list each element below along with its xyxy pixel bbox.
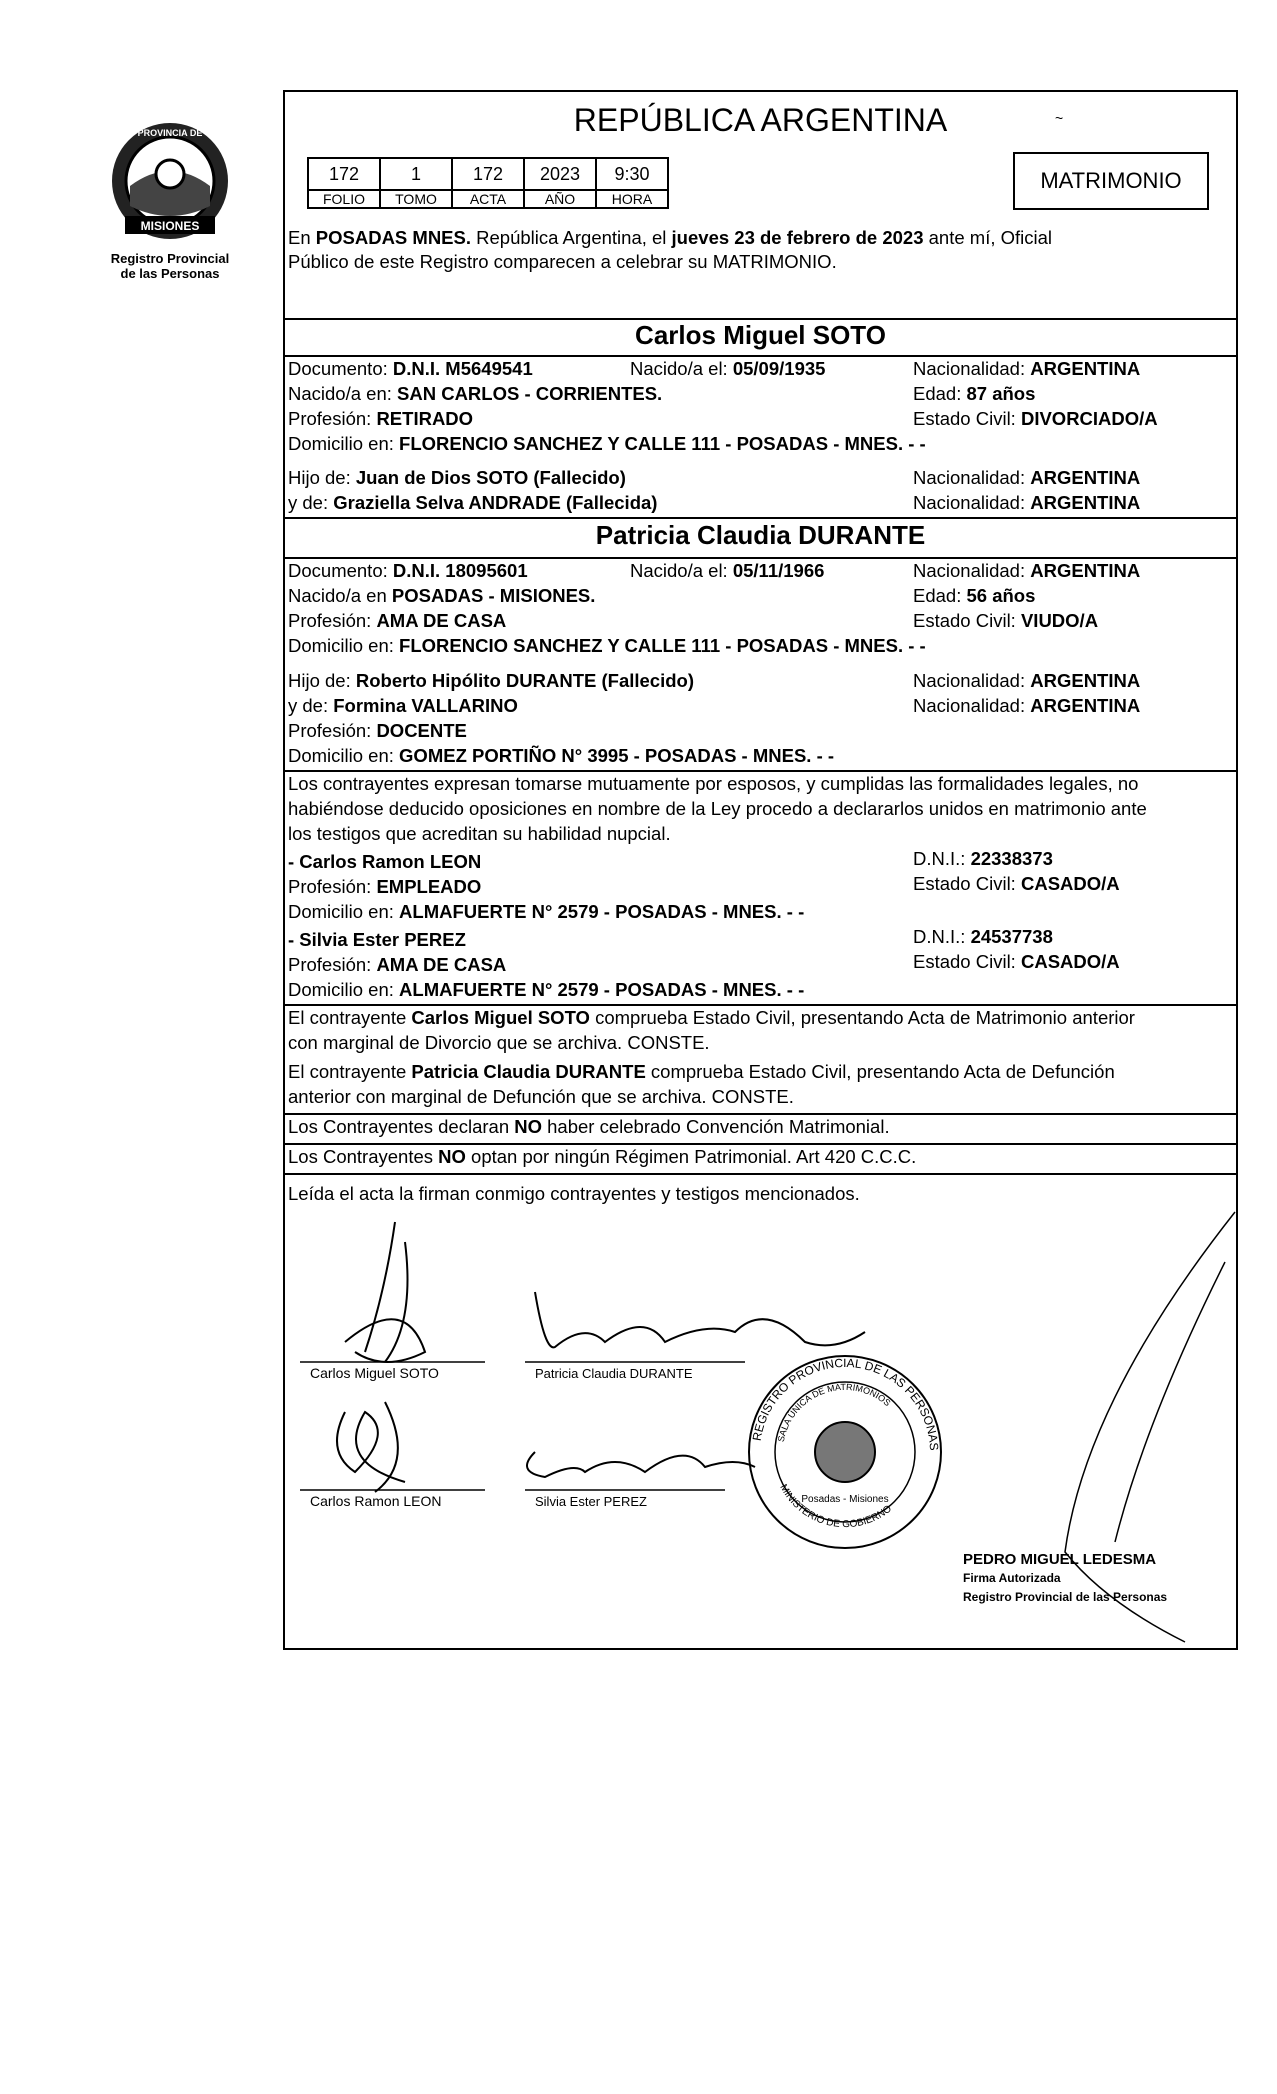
tomo-value: 1 — [380, 158, 452, 190]
spouse2-name: Patricia Claudia DURANTE — [595, 520, 926, 550]
spouse2-doc: Documento: D.N.I. 18095601 — [288, 560, 528, 581]
folio-label: FOLIO — [308, 190, 380, 208]
signature-4-scribble — [527, 1452, 755, 1477]
witness1-profession: Profesión: EMPLEADO — [288, 876, 482, 897]
record-ids-table — [307, 157, 669, 209]
spouse1-birth: Nacido/a el: 05/09/1935 — [630, 358, 826, 379]
province-emblem-icon — [105, 116, 235, 246]
declaration-line-1: Los contrayentes expresan tomarse mutuamente por esposos, y cumplidas las formalidades legales, no — [288, 773, 1139, 794]
spouse1-address: Domicilio en: FLORENCIO SANCHEZ Y CALLE 111 - POSADAS - MNES. - - — [288, 433, 926, 454]
acta-value: 172 — [452, 158, 524, 190]
signature-4-caption: Silvia Ester PEREZ — [535, 1494, 647, 1509]
officer-org: Registro Provincial de las Personas — [963, 1590, 1168, 1604]
signature-1-scribble — [345, 1222, 425, 1362]
spouse1-mother: y de: Graziella Selva ANDRADE (Fallecida) — [288, 492, 658, 513]
witness2-address: Domicilio en: ALMAFUERTE N° 2579 - POSADAS - MNES. - - — [288, 979, 805, 1000]
note2-line-1: El contrayente Patricia Claudia DURANTE comprueba Estado Civil, presentando Acta de Defunción — [288, 1061, 1115, 1082]
spouse1-birthplace: Nacido/a en: SAN CARLOS - CORRIENTES. — [288, 383, 663, 404]
witness1-civil-status: Estado Civil: CASADO/A — [913, 873, 1120, 894]
logo-line-1: Registro Provincial — [110, 251, 230, 266]
intro-line-1: En POSADAS MNES. República Argentina, el jueves 23 de febrero de 2023 ante mí, Oficial — [288, 227, 1053, 248]
spouse2-mother-nationality: Nacionalidad: ARGENTINA — [913, 695, 1141, 716]
marriage-certificate — [283, 90, 1238, 1650]
tomo-label: TOMO — [380, 190, 452, 208]
stamp-city: Posadas - Misiones — [801, 1494, 889, 1505]
act-type-box: MATRIMONIO — [1013, 152, 1209, 210]
stamp-ring-text: REGISTRO PROVINCIAL DE LAS PERSONAS — [749, 1355, 942, 1451]
officer-title: Firma Autorizada — [963, 1571, 1061, 1585]
spouse1-father-nationality: Nacionalidad: ARGENTINA — [913, 467, 1141, 488]
registry-logo — [100, 116, 240, 296]
declaration-line-3: los testigos que acreditan su habilidad nupcial. — [288, 823, 671, 844]
note1-line-1: El contrayente Carlos Miguel SOTO comprueba Estado Civil, presentando Acta de Matrimonio anterior — [288, 1007, 1135, 1028]
emblem-label: MISIONES — [140, 219, 200, 233]
witness2-dni: D.N.I.: 24537738 — [913, 926, 1053, 947]
spouse2-birth: Nacido/a el: 05/11/1966 — [630, 560, 825, 581]
spouse1-profession: Profesión: RETIRADO — [288, 408, 474, 429]
declaration-line-2: habiéndose deducido oposiciones en nombre de la Ley procedo a declararlos unidos en matrimonio ante — [288, 798, 1147, 819]
spouse1-name: Carlos Miguel SOTO — [635, 320, 886, 350]
signature-2-scribble — [535, 1292, 865, 1347]
spouse2-age: Edad: 56 años — [913, 585, 1036, 606]
anio-value: 2023 — [524, 158, 596, 190]
closing-statement: Leída el acta la firman conmigo contrayentes y testigos mencionados. — [288, 1183, 860, 1204]
spouse2-civil-status: Estado Civil: VIUDO/A — [913, 610, 1099, 631]
hora-label: HORA — [596, 190, 668, 208]
page-title: REPÚBLICA ARGENTINA — [573, 102, 948, 138]
officer-name: PEDRO MIGUEL LEDESMA — [963, 1551, 1157, 1568]
note1-line-2: con marginal de Divorcio que se archiva. CONSTE. — [288, 1032, 710, 1053]
hora-value: 9:30 — [596, 158, 668, 190]
spouse2-mother-address: Domicilio en: GOMEZ PORTIÑO N° 3995 - POSADAS - MNES. - - — [288, 745, 835, 766]
spouse1-doc: Documento: D.N.I. M5649541 — [288, 358, 533, 379]
anio-label: AÑO — [524, 190, 596, 208]
intro-line-2: Público de este Registro comparecen a celebrar su MATRIMONIO. — [288, 251, 837, 272]
spouse2-nationality: Nacionalidad: ARGENTINA — [913, 560, 1141, 581]
witness1-dni: D.N.I.: 22338373 — [913, 848, 1053, 869]
emblem-top-label: PROVINCIA DE — [137, 128, 203, 138]
witness1-name: - Carlos Ramon LEON — [288, 851, 482, 872]
spouse2-mother: y de: Formina VALLARINO — [288, 695, 518, 716]
witness2-profession: Profesión: AMA DE CASA — [288, 954, 507, 975]
stamp-inner-text: SALA ÚNICA DE MATRIMONIOS — [775, 1381, 893, 1443]
spouse1-civil-status: Estado Civil: DIVORCIADO/A — [913, 408, 1158, 429]
spouse2-profession: Profesión: AMA DE CASA — [288, 610, 507, 631]
spouse2-address: Domicilio en: FLORENCIO SANCHEZ Y CALLE 111 - POSADAS - MNES. - - — [288, 635, 926, 656]
witness2-name: - Silvia Ester PEREZ — [288, 929, 466, 950]
folio-value: 172 — [308, 158, 380, 190]
convention-note: Los Contrayentes declaran NO haber celebrado Convención Matrimonial. — [288, 1116, 890, 1137]
signature-1-caption: Carlos Miguel SOTO — [310, 1365, 439, 1381]
header-mark: ~ — [1055, 110, 1064, 126]
regime-note: Los Contrayentes NO optan por ningún Régimen Patrimonial. Art 420 C.C.C. — [288, 1146, 917, 1167]
officer-block — [963, 1550, 1167, 1607]
spouse2-mother-profession: Profesión: DOCENTE — [288, 720, 467, 741]
spouse2-father-nationality: Nacionalidad: ARGENTINA — [913, 670, 1141, 691]
stamp-bottom-text: MINISTERIO DE GOBIERNO — [777, 1482, 894, 1531]
witness1-address: Domicilio en: ALMAFUERTE N° 2579 - POSADAS - MNES. - - — [288, 901, 805, 922]
signature-2-caption: Patricia Claudia DURANTE — [535, 1366, 693, 1381]
logo-line-2: de las Personas — [120, 266, 220, 281]
spouse1-mother-nationality: Nacionalidad: ARGENTINA — [913, 492, 1141, 513]
signature-3-scribble — [337, 1402, 405, 1492]
registry-stamp — [745, 1352, 945, 1552]
spouse2-father: Hijo de: Roberto Hipólito DURANTE (Fallecido) — [288, 670, 694, 691]
logo-caption — [100, 251, 240, 281]
spouse1-father: Hijo de: Juan de Dios SOTO (Fallecido) — [288, 467, 626, 488]
spouse1-nationality: Nacionalidad: ARGENTINA — [913, 358, 1141, 379]
signature-3-caption: Carlos Ramon LEON — [310, 1493, 442, 1509]
spouse1-age: Edad: 87 años — [913, 383, 1036, 404]
spouse2-birthplace: Nacido/a en POSADAS - MISIONES. — [288, 585, 596, 606]
witness2-civil-status: Estado Civil: CASADO/A — [913, 951, 1120, 972]
acta-label: ACTA — [452, 190, 524, 208]
note2-line-2: anterior con marginal de Defunción que se archiva. CONSTE. — [288, 1086, 794, 1107]
